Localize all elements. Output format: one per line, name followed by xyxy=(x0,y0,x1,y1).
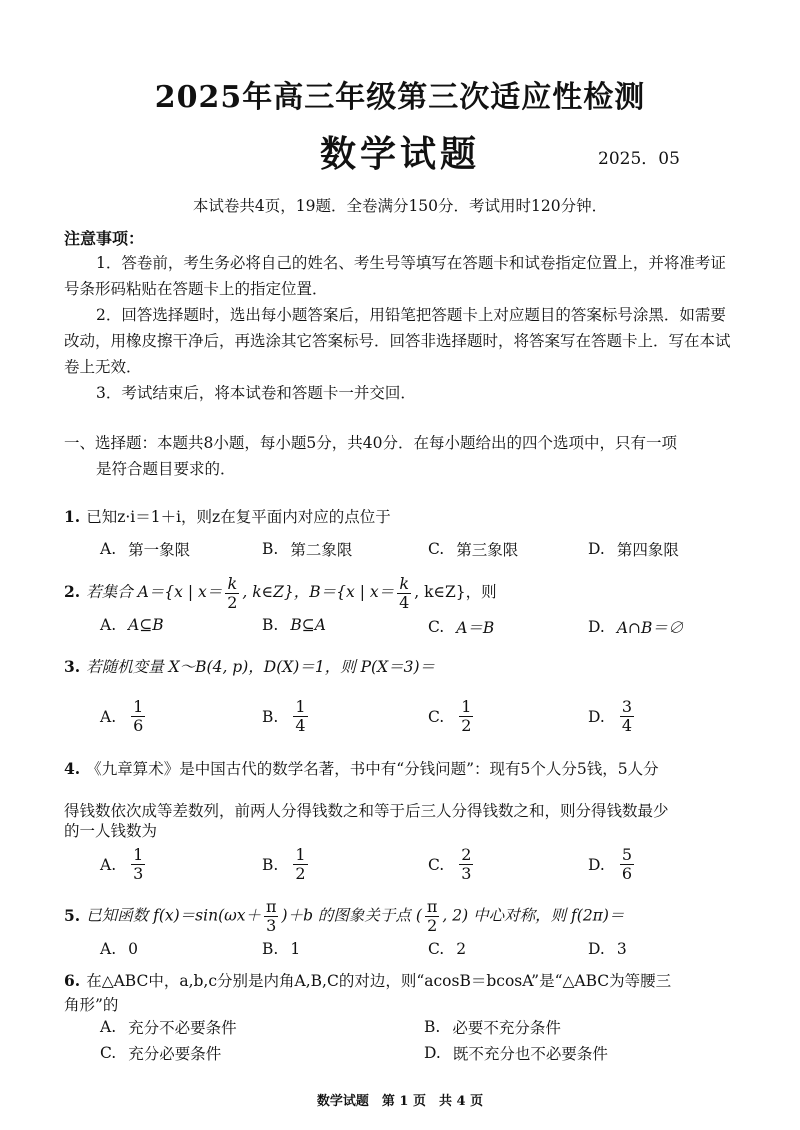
fraction: $\frac{1}{2}$ xyxy=(295,845,306,883)
option-c[interactable]: C. 第三象限 xyxy=(428,540,519,559)
fraction: $\frac{\pi}{2}$ xyxy=(426,897,438,935)
question-stem: 已知z·i＝1＋i，则z在复平面内对应的点位于 xyxy=(86,508,391,526)
fraction: $\frac{1}{4}$ xyxy=(295,697,306,735)
question-6-options-row2 xyxy=(100,1042,740,1068)
question-number: 4. xyxy=(64,759,81,778)
notice-heading: 注意事项： xyxy=(64,229,145,248)
option-b[interactable]: B. $\frac{1}{4}$ xyxy=(262,697,306,735)
section-1-line2: 是符合题目要求的． xyxy=(96,460,236,478)
section-1-line1: 一、选择题：本题共8小题，每小题5分，共40分．在每小题给出的四个选项中，只有一项 xyxy=(64,434,677,452)
exam-intro: 本试卷共4页，19题．全卷满分150分．考试用时120分钟． xyxy=(192,197,608,215)
option-a[interactable]: A. $\frac{1}{6}$ xyxy=(100,697,144,735)
option-d[interactable]: D. 既不充分也不必要条件 xyxy=(424,1044,608,1063)
question-number: 3. xyxy=(64,657,81,676)
question-number: 1. xyxy=(64,507,81,526)
question-3-options xyxy=(100,692,740,740)
question-3 xyxy=(64,654,740,680)
option-b[interactable]: B. 第二象限 xyxy=(262,540,353,559)
fraction: $\frac{1}{3}$ xyxy=(133,845,144,883)
notice-item-2: 2．回答选择题时，选出每小题答案后，用铅笔把答题卡上对应题目的答案标号涂黑．如需要改动，用橡皮擦干净后，再选涂其它答案标号．回答非选择题时，将答案写在答题卡上．写在本试卷上无效． xyxy=(64,306,731,376)
fraction: $\frac{3}{4}$ xyxy=(621,697,632,735)
option-b[interactable]: B. 1 xyxy=(262,940,301,958)
option-a[interactable]: A. 0 xyxy=(100,940,138,958)
option-a[interactable]: A. 充分不必要条件 xyxy=(100,1018,237,1037)
option-a[interactable]: A. 第一象限 xyxy=(100,540,191,559)
option-c[interactable]: C. 充分必要条件 xyxy=(100,1044,222,1063)
option-c[interactable]: C. $\frac{2}{3}$ xyxy=(428,845,472,883)
option-b[interactable]: B. B⊆A xyxy=(262,616,326,634)
fraction: $\frac{1}{2}$ xyxy=(461,697,472,735)
fraction: $\frac{5}{6}$ xyxy=(621,845,632,883)
question-1 xyxy=(64,504,740,530)
question-1-options xyxy=(100,538,740,568)
fraction: $\frac{k}{4}$ xyxy=(399,573,410,612)
question-stem: 若随机变量 X～B(4, p)，D(X)＝1，则 P(X＝3)＝ xyxy=(86,658,436,676)
question-2-options xyxy=(100,616,740,646)
option-c[interactable]: C. 2 xyxy=(428,940,467,958)
option-a[interactable]: A. A⊆B xyxy=(100,616,164,634)
exam-title: 2025年高三年级第三次适应性检测 xyxy=(154,80,646,115)
option-c[interactable]: C. $\frac{1}{2}$ xyxy=(428,697,472,735)
notice-item-3: 3．考试结束后，将本试卷和答题卡一并交回． xyxy=(96,384,416,402)
section-1-heading xyxy=(64,430,740,482)
option-d[interactable]: D. A∩B＝∅ xyxy=(588,618,684,637)
question-5-options xyxy=(100,940,740,964)
option-d[interactable]: D. $\frac{5}{6}$ xyxy=(588,845,632,883)
exam-date: 2025．05 xyxy=(598,149,680,169)
fraction: $\frac{1}{6}$ xyxy=(133,697,144,735)
fraction: $\frac{k}{2}$ xyxy=(227,573,238,612)
exam-subtitle: 数学试题 xyxy=(319,133,480,175)
option-d[interactable]: D. $\frac{3}{4}$ xyxy=(588,697,632,735)
option-d[interactable]: D. 3 xyxy=(588,940,627,958)
page-footer: 数学试题 第 1 页 共 4 页 xyxy=(316,1094,484,1109)
question-number: 2. xyxy=(64,582,81,601)
fraction: $\frac{2}{3}$ xyxy=(461,845,472,883)
question-6-line2: 角形”的 xyxy=(64,996,119,1014)
fraction: $\frac{\pi}{3}$ xyxy=(266,897,277,935)
notice-item-1: 1．答卷前，考生务必将自己的姓名、考生号等填写在答题卡和试卷指定位置上，并将准考证号条形码粘贴在答题卡上的指定位置． xyxy=(64,254,726,298)
option-a[interactable]: A. $\frac{1}{3}$ xyxy=(100,845,144,883)
question-4: 4. 《九章算术》是中国古代的数学名著，书中有“分钱问题”：现有5个人分5钱，5人分 xyxy=(64,759,659,778)
option-b[interactable]: B. $\frac{1}{2}$ xyxy=(262,845,306,883)
option-b[interactable]: B. 必要不充分条件 xyxy=(424,1018,561,1037)
question-4-options xyxy=(100,846,740,892)
option-d[interactable]: D. 第四象限 xyxy=(588,540,679,559)
question-6: 6. 在△ABC中，a,b,c分别是内角A,B,C的对边，则“acosB＝bcosA”是“△ABC为等腰三 xyxy=(64,971,672,990)
question-6-options-row1 xyxy=(100,1016,740,1042)
question-4-line2: 得钱数依次成等差数列，前两人分得钱数之和等于后三人分得钱数之和，则分得钱数最少 xyxy=(64,802,669,820)
option-c[interactable]: C. A＝B xyxy=(428,618,495,637)
question-2: 2. 若集合 A＝{x | x＝ $\frac{k}{2}$ , k∈Z}，B＝{x | x＝ $\frac{k}{4}$ , k∈Z}，则 xyxy=(64,573,497,612)
question-number: 5. xyxy=(64,905,81,925)
question-5: 5. 已知函数 f(x)＝sin(ωx＋ $\frac{\pi}{3}$ )＋b 的图象关于点 ( $\frac{\pi}{2}$ , 2) 中心对称，则 f(2π)＝ xyxy=(64,897,625,935)
question-number: 6. xyxy=(64,971,81,990)
question-4-line3: 的一人钱数为 xyxy=(64,822,158,840)
